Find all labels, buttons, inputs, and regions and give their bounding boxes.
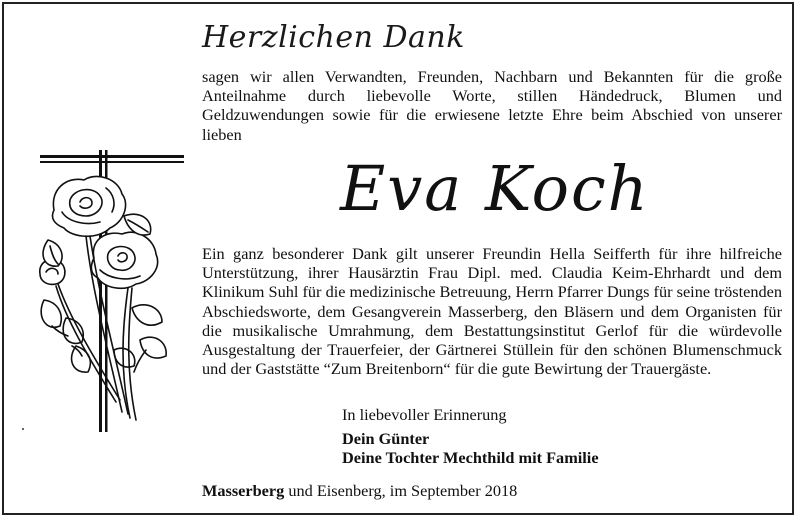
signature-husband: Dein Günter bbox=[342, 429, 430, 448]
place-date-rest: und Eisenberg, im September 2018 bbox=[284, 481, 518, 500]
place-name: Masserberg bbox=[202, 481, 285, 500]
heading-thanks: Herzlichen Dank bbox=[202, 20, 465, 55]
cross-with-roses-icon bbox=[36, 150, 188, 440]
deceased-name: Eva Koch bbox=[340, 152, 650, 225]
farewell-line: In liebevoller Erinnerung bbox=[342, 405, 507, 424]
place-date-line bbox=[202, 481, 517, 500]
print-speck bbox=[22, 428, 24, 430]
thanks-paragraph: Ein ganz besonderer Dank gilt unserer Freundin Hella Seifferth für ihre hilfreiche Unterstützung, ihrer Hausärztin Frau Dipl. med. Claudia Keim-Ehrhardt und dem Klinikum Suhl für die medizinische Betreuung, Herrn Pfarrer Dungs für seine tröstenden Abschiedsworte, dem Gesangverein Masserberg, den Bläsern und dem Organisten für die musikalische Umrahmung, dem Bestattungsinstitut Gerlof für die würdevolle Ausgestaltung der Trauerfeier, der Gärtnerei Stüllein für den schönen Blumenschmuck und der Gaststätte “Zum Breitenborn“ für die gute Bewirtung der Trauergäste. bbox=[202, 244, 782, 379]
intro-paragraph: sagen wir allen Verwandten, Freunden, Nachbarn und Bekannten für die große Anteilnahme durch liebevolle Worte, stillen Händedruck, Blumen und Geldzuwendungen sowie für die erwiesene letzte Ehre beim Abschied von unserer lieben bbox=[202, 67, 782, 144]
signature-daughter: Deine Tochter Mechthild mit Familie bbox=[342, 448, 599, 467]
